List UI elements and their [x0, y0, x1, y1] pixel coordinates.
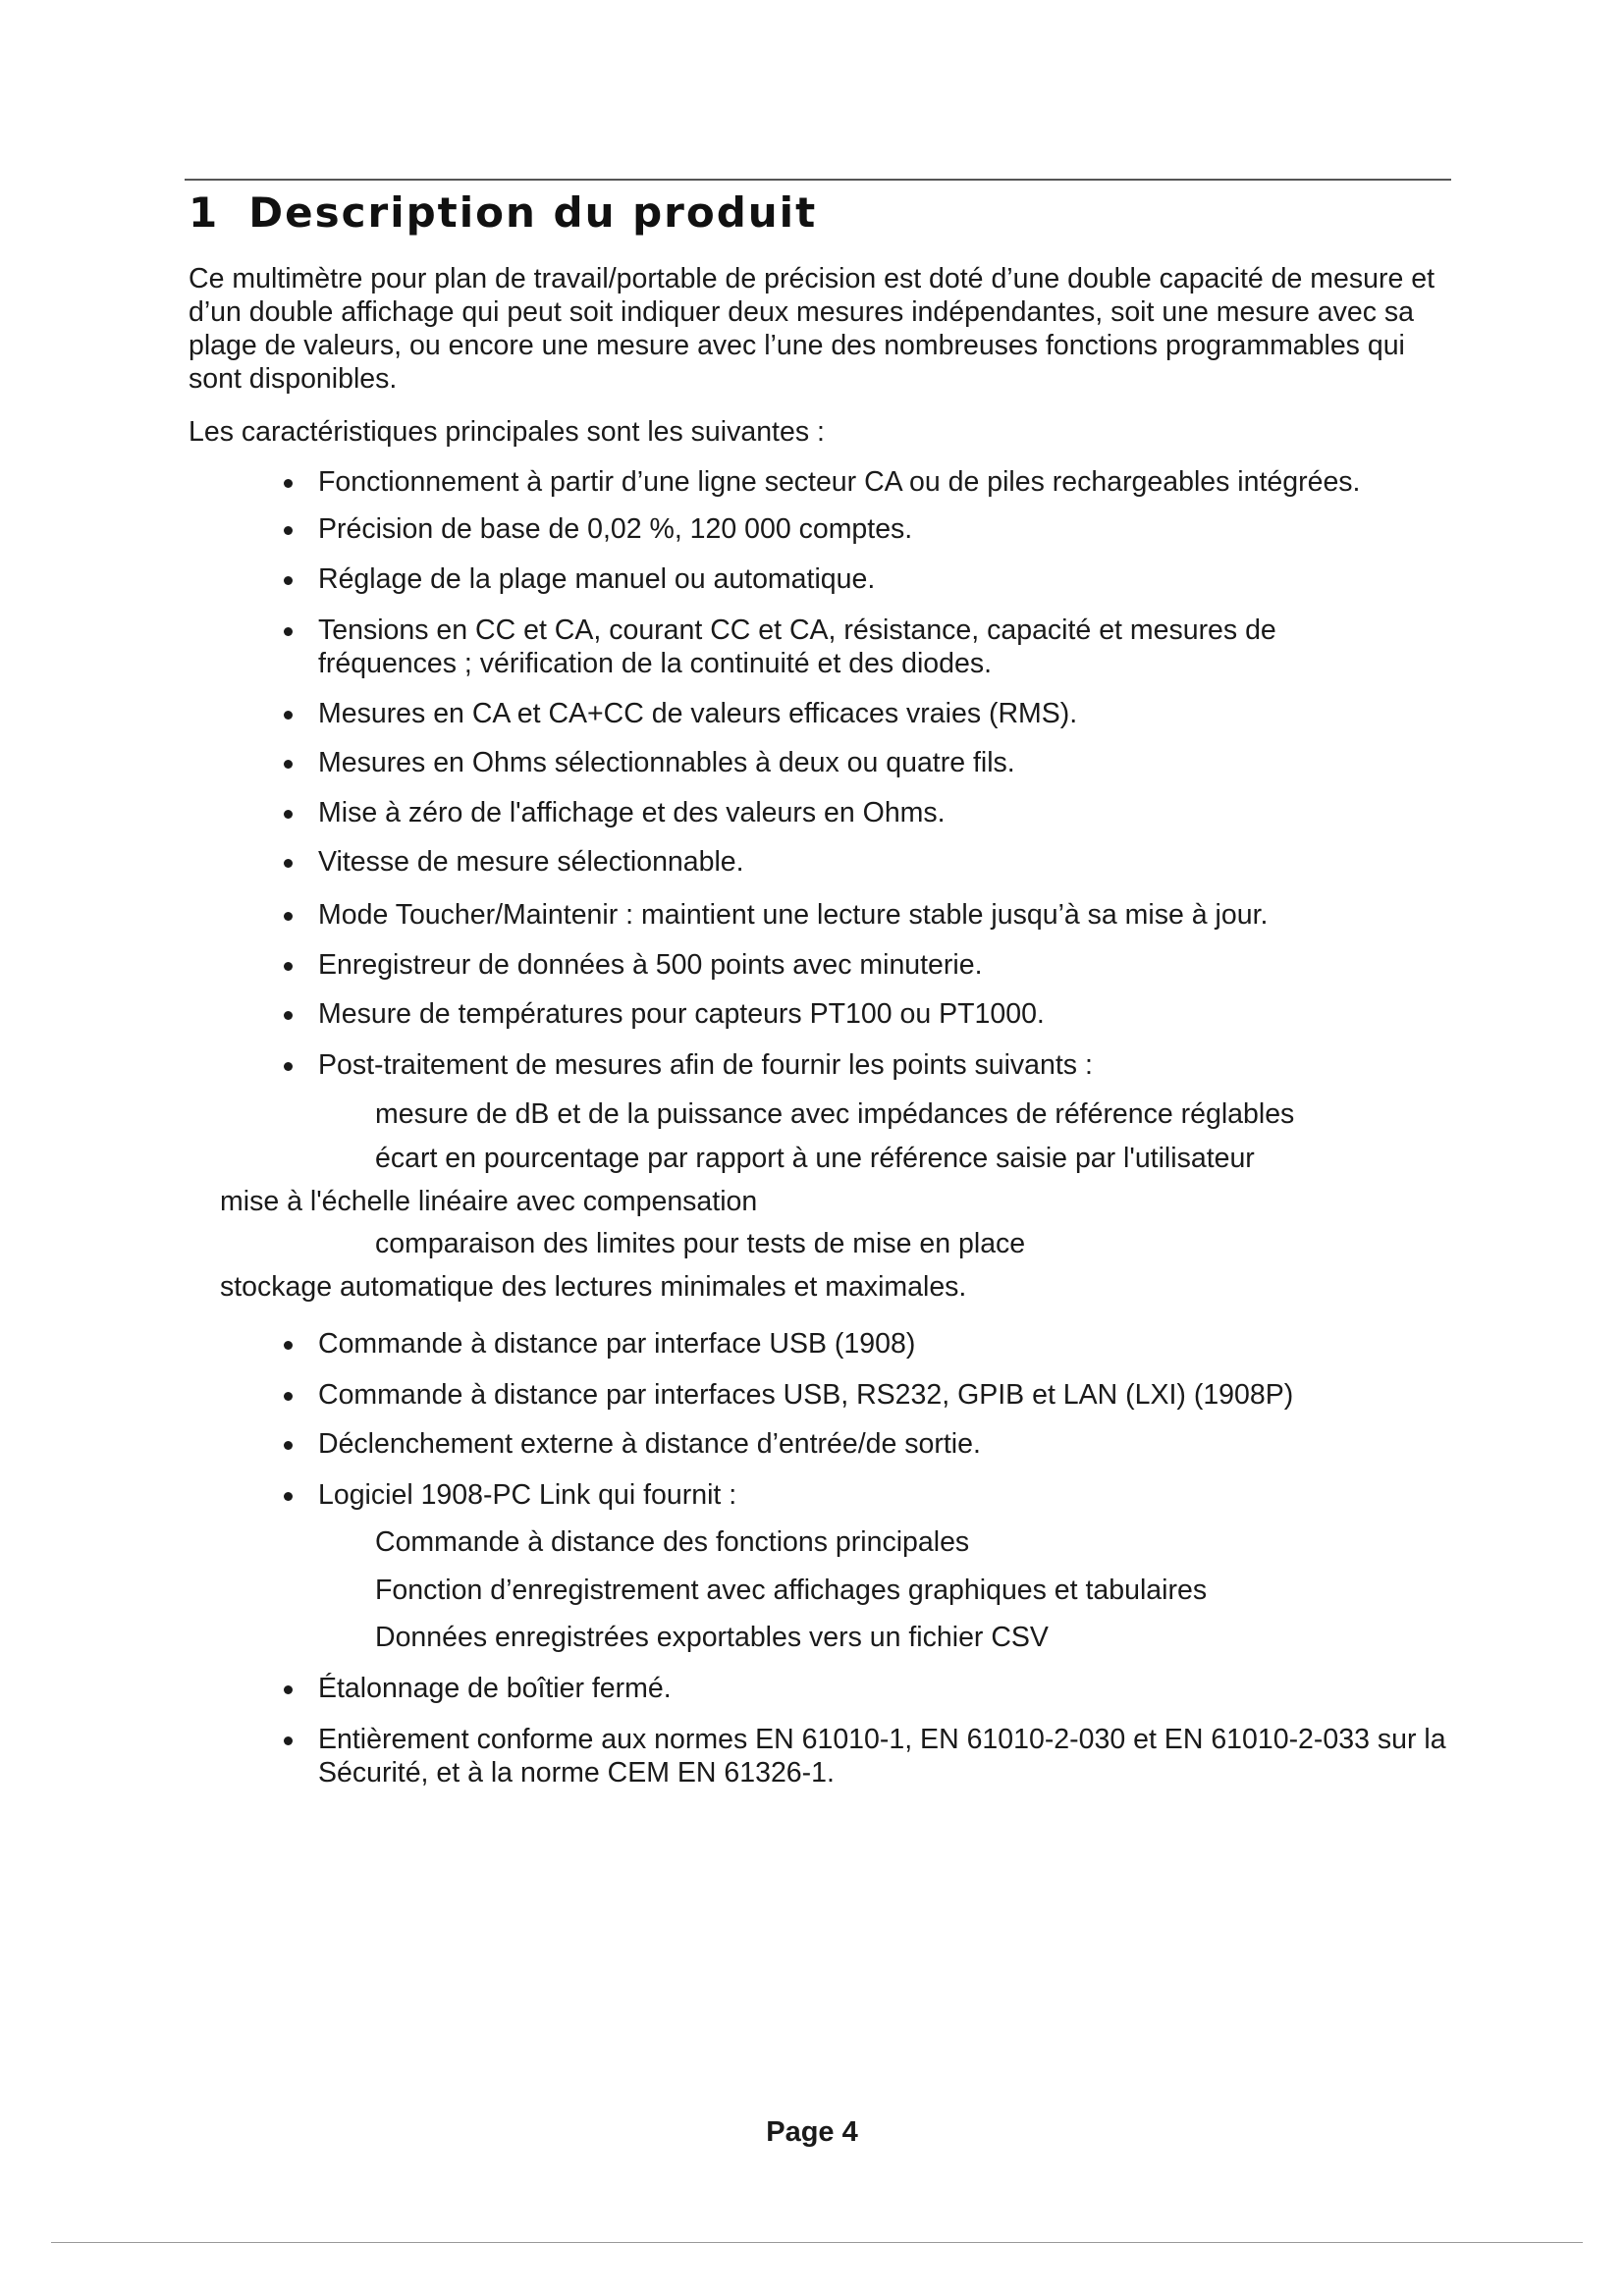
feature-bullet: Déclenchement externe à distance d’entrée/de sortie.: [318, 1428, 981, 1460]
feature-bullet: Réglage de la plage manuel ou automatique.: [318, 563, 876, 595]
feature-bullet: Mode Toucher/Maintenir : maintient une lecture stable jusqu’à sa mise à jour.: [318, 899, 1269, 931]
feature-bullet: Logiciel 1908-PC Link qui fournit :: [318, 1479, 737, 1511]
feature-bullet: Commande à distance par interfaces USB, RS232, GPIB et LAN (LXI) (1908P): [318, 1379, 1294, 1411]
page-number: Page 4: [766, 2116, 858, 2148]
feature-bullet: Vitesse de mesure sélectionnable.: [318, 846, 744, 878]
feature-bullet: Précision de base de 0,02 %, 120 000 comptes.: [318, 513, 913, 545]
footer-rule: [51, 2242, 1583, 2243]
software-item: Données enregistrées exportables vers un fichier CSV: [375, 1622, 1049, 1653]
feature-bullet: Mesures en Ohms sélectionnables à deux ou quatre fils.: [318, 747, 1015, 778]
feature-bullet: Mesure de températures pour capteurs PT100 ou PT1000.: [318, 998, 1045, 1030]
feature-bullet: Mise à zéro de l'affichage et des valeurs en Ohms.: [318, 797, 946, 828]
post-processing-item: écart en pourcentage par rapport à une référence saisie par l'utilisateur: [375, 1143, 1255, 1174]
section-title: Description du produit: [248, 188, 818, 237]
software-item: Commande à distance des fonctions principales: [375, 1526, 970, 1558]
feature-bullet: Enregistreur de données à 500 points avec minuterie.: [318, 949, 983, 981]
post-processing-item: mise à l'échelle linéaire avec compensation: [220, 1186, 758, 1217]
feature-bullet: Entièrement conforme aux normes EN 61010-1, EN 61010-2-030 et EN 61010-2-033 sur la Sécurité, et à la norme CEM EN 61326-1.: [318, 1724, 1446, 1789]
feature-bullet: Commande à distance par interface USB (1908): [318, 1328, 916, 1360]
feature-bullet: Tensions en CC et CA, courant CC et CA, résistance, capacité et mesures de fréquences ; vérification de la continuité et des diodes.: [318, 614, 1349, 680]
post-processing-item: comparaison des limites pour tests de mise en place: [375, 1228, 1026, 1259]
intro-paragraph: Ce multimètre pour plan de travail/portable de précision est doté d’une double capacité de mesure et d’un double affichage qui peut soit indiquer deux mesures indépendantes, soit une mesure avec sa plage de valeurs, ou encore une mesure avec l’une des nombreuses fonctions programmables qui sont disponibles.: [189, 263, 1435, 395]
post-processing-item: stockage automatique des lectures minimales et maximales.: [220, 1271, 967, 1303]
feature-bullet: Mesures en CA et CA+CC de valeurs efficaces vraies (RMS).: [318, 698, 1078, 729]
section-number: 1: [189, 188, 220, 237]
feature-bullet: Post-traitement de mesures afin de fournir les points suivants :: [318, 1049, 1093, 1081]
software-item: Fonction d’enregistrement avec affichages graphiques et tabulaires: [375, 1575, 1208, 1606]
feature-bullet: Fonctionnement à partir d’une ligne secteur CA ou de piles rechargeables intégrées.: [318, 466, 1361, 498]
post-processing-item: mesure de dB et de la puissance avec impédances de référence réglables: [375, 1098, 1295, 1130]
feature-bullet: Étalonnage de boîtier fermé.: [318, 1673, 672, 1704]
header-rule: [185, 179, 1451, 181]
features-lead: Les caractéristiques principales sont les suivantes :: [189, 416, 825, 448]
section-heading: [189, 188, 817, 237]
